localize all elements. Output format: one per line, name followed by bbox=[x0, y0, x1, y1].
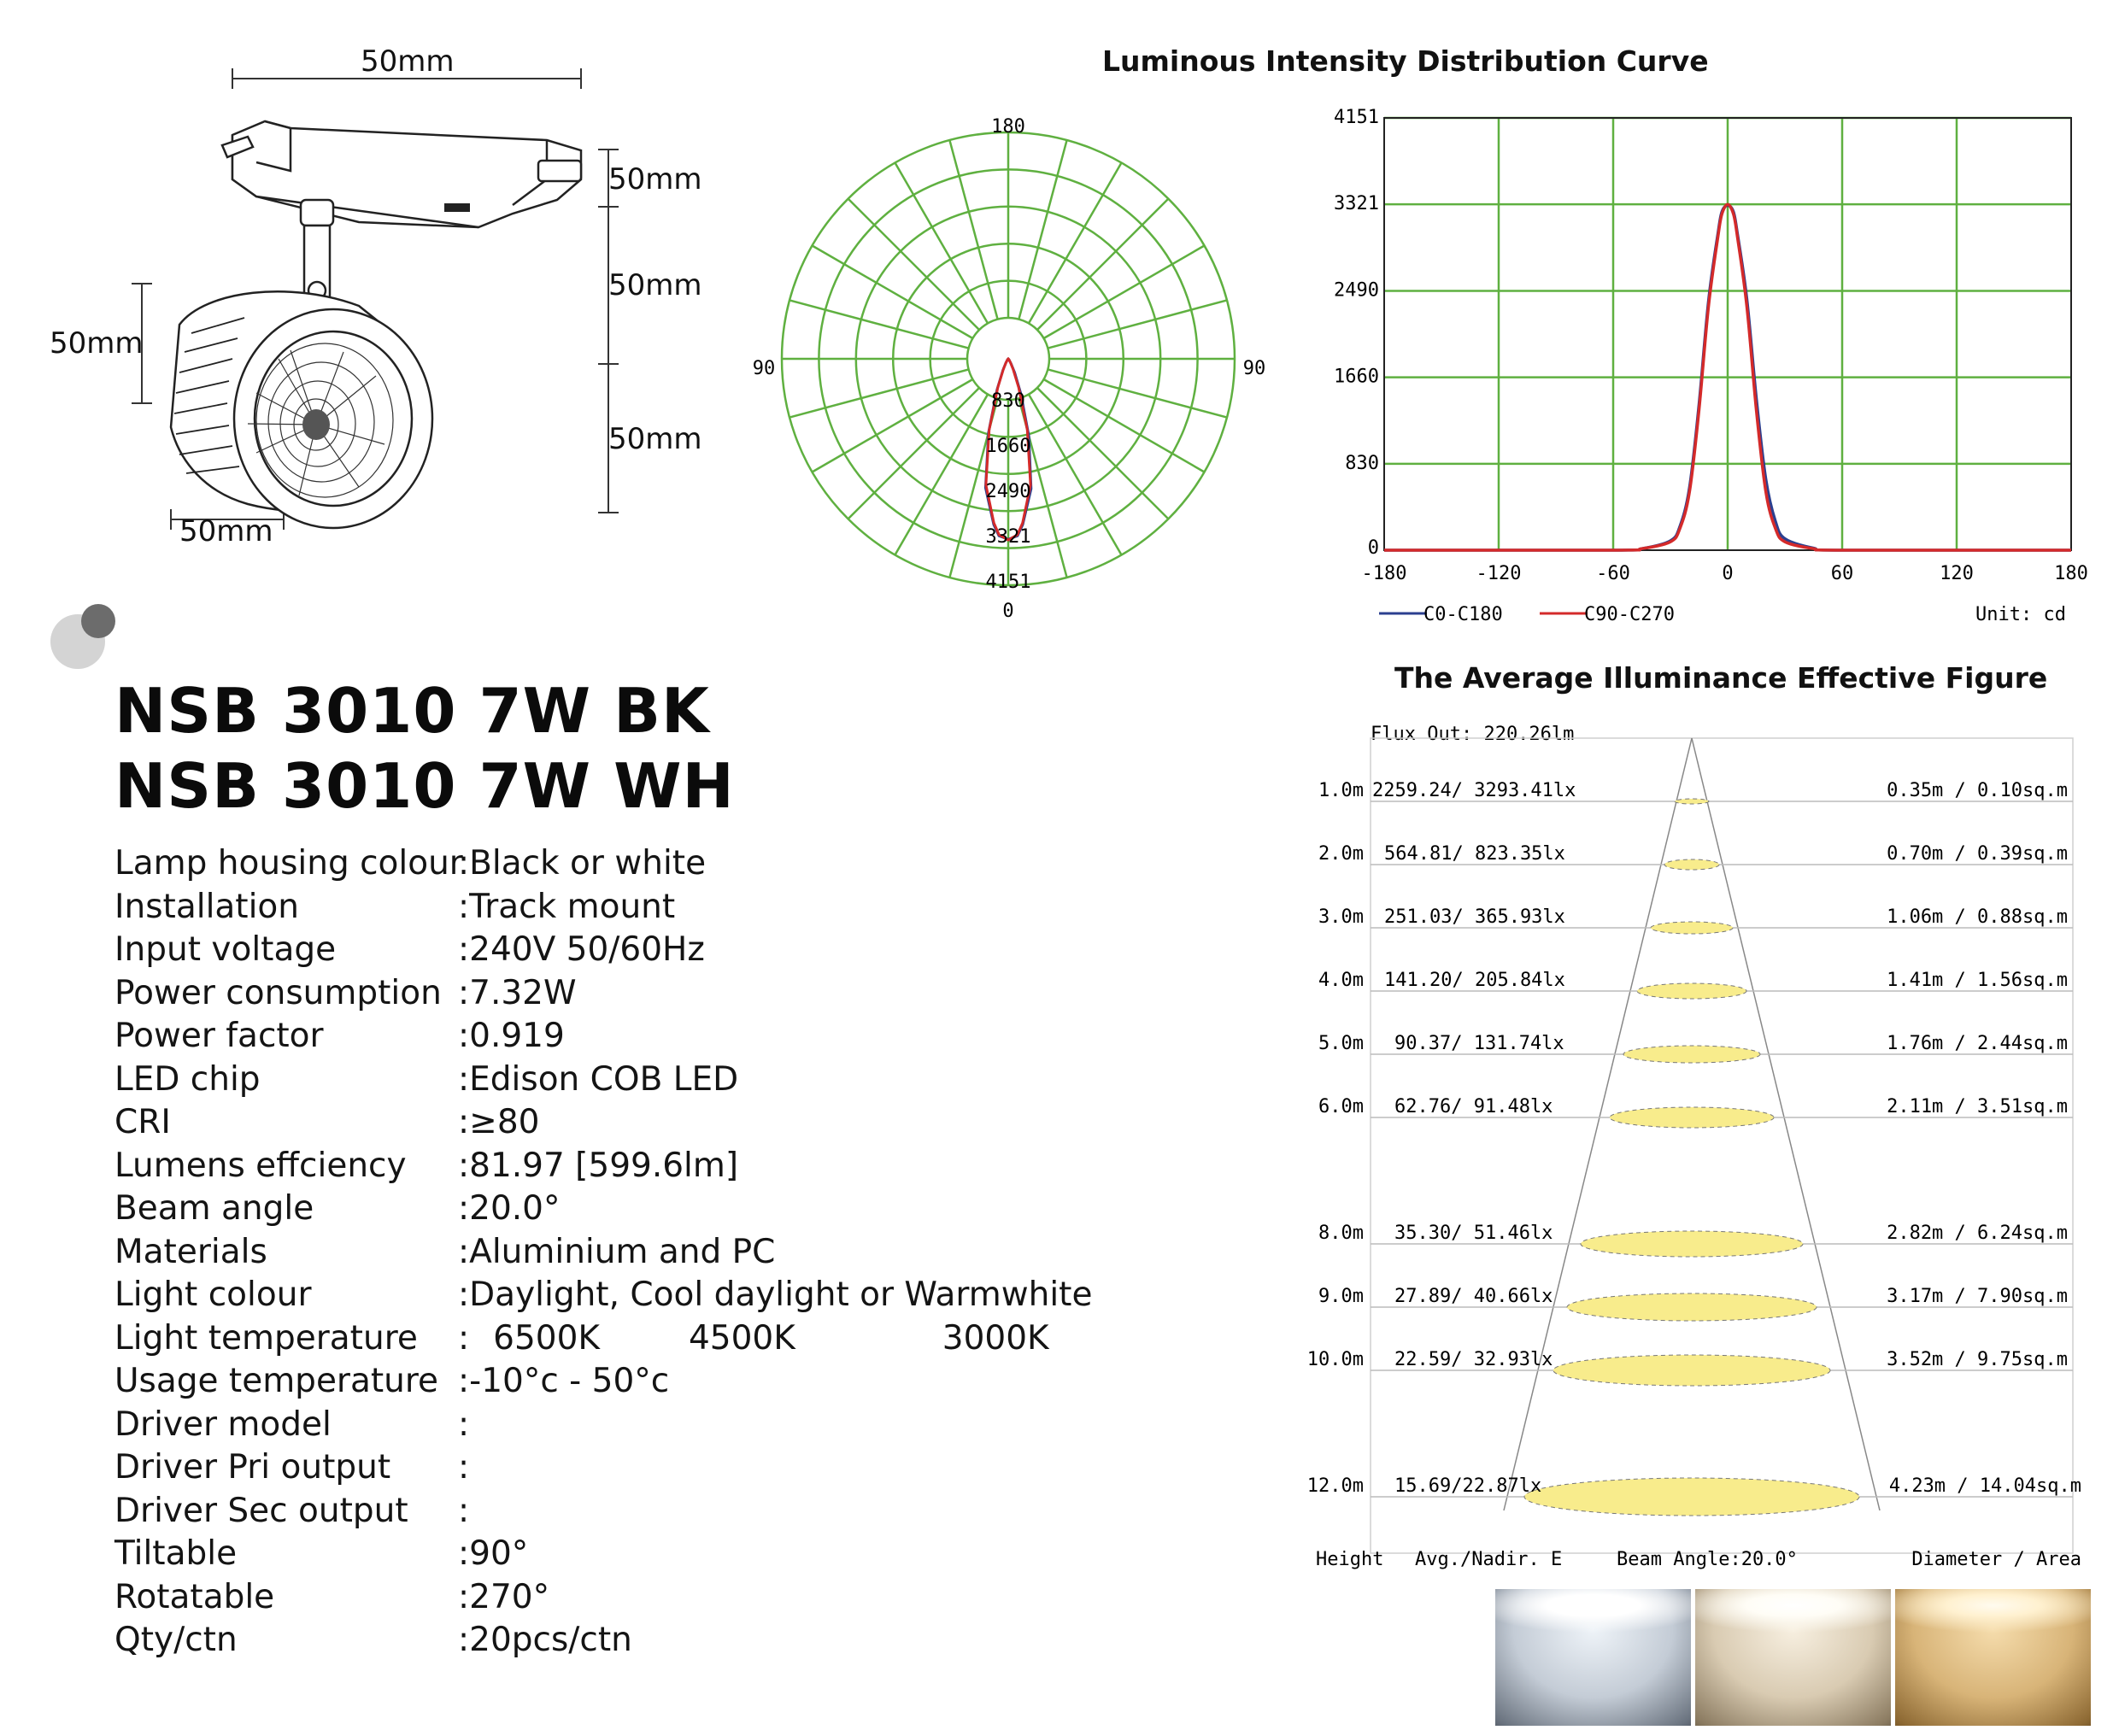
spec-value: :20.0° bbox=[458, 1189, 561, 1228]
illum-ellipse bbox=[1623, 1046, 1760, 1063]
illum-ellipse bbox=[1651, 922, 1733, 934]
polar-spoke bbox=[848, 388, 979, 519]
polar-top-label: 180 bbox=[991, 116, 1025, 138]
swatch-daylight bbox=[1495, 1589, 1691, 1726]
decor-circles bbox=[47, 602, 124, 679]
polar-ring-label: 3321 bbox=[985, 526, 1031, 548]
spec-value: :7.32W bbox=[458, 973, 577, 1012]
spec-label: Qty/ctn bbox=[114, 1621, 238, 1659]
illum-value: 15.69/22.87lx bbox=[1394, 1475, 1542, 1497]
illum-area: 1.41m / 1.56sq.m bbox=[1887, 970, 2068, 991]
illum-value: 27.89/ 40.66lx bbox=[1394, 1286, 1553, 1307]
illum-area: 2.82m / 6.24sq.m bbox=[1887, 1223, 2068, 1244]
illum-height: 6.0m bbox=[1318, 1096, 1364, 1117]
spec-value: : bbox=[458, 1405, 470, 1444]
product-drawing bbox=[34, 51, 718, 564]
y-tick-label: 3321 bbox=[1334, 193, 1379, 215]
illum-area: 3.17m / 7.90sq.m bbox=[1887, 1286, 2068, 1307]
dim-right-top: 50mm bbox=[608, 162, 702, 196]
spec-value: :81.97 [599.6lm] bbox=[458, 1146, 739, 1185]
x-tick-label: 60 bbox=[1830, 563, 1854, 584]
spec-value: :Edison COB LED bbox=[458, 1059, 739, 1099]
dim-bottom-width: 50mm bbox=[179, 514, 273, 548]
spec-label: Power consumption bbox=[114, 973, 442, 1012]
illum-value: 2259.24/ 3293.41lx bbox=[1372, 780, 1576, 801]
temp-6500: 6500K bbox=[493, 1318, 600, 1358]
illum-height: 1.0m bbox=[1318, 780, 1364, 801]
spec-label: Materials bbox=[114, 1232, 267, 1271]
spec-row bbox=[114, 1147, 1140, 1190]
spec-label: Lumens effciency bbox=[114, 1146, 407, 1185]
spec-value: :Aluminium and PC bbox=[458, 1232, 776, 1271]
polar-ring-label: 2490 bbox=[985, 481, 1031, 502]
spec-label: Light temperature bbox=[114, 1318, 418, 1358]
dim-right-bottom: 50mm bbox=[608, 422, 702, 456]
illum-row bbox=[1318, 1223, 2073, 1257]
y-tick-label: 0 bbox=[1367, 537, 1379, 559]
spec-label: LED chip bbox=[114, 1059, 261, 1099]
illum-area: 0.70m / 0.39sq.m bbox=[1887, 843, 2068, 865]
spec-row bbox=[114, 1492, 1140, 1535]
spec-row bbox=[114, 1319, 1140, 1363]
y-tick-label: 1660 bbox=[1334, 366, 1379, 388]
illum-height: 10.0m bbox=[1306, 1349, 1364, 1370]
spec-row bbox=[114, 1534, 1140, 1578]
spec-row bbox=[114, 1060, 1140, 1104]
polar-ring-label: 830 bbox=[991, 390, 1025, 412]
spec-row bbox=[114, 1103, 1140, 1147]
illum-value: 90.37/ 131.74lx bbox=[1394, 1033, 1564, 1054]
spec-value: : bbox=[458, 1491, 470, 1530]
illum-ellipse bbox=[1567, 1293, 1817, 1321]
spec-row bbox=[114, 1448, 1140, 1492]
spec-value: :90° bbox=[458, 1534, 529, 1573]
spec-row bbox=[114, 1362, 1140, 1405]
distribution-title: Luminous Intensity Distribution Curve bbox=[1102, 44, 1709, 78]
spec-table bbox=[114, 844, 1140, 1664]
illum-ellipse bbox=[1664, 859, 1719, 870]
x-tick-label: -180 bbox=[1361, 563, 1407, 584]
illuminance-figure bbox=[1282, 716, 2102, 1570]
polar-spoke bbox=[1018, 140, 1066, 320]
swatch-warmwhite bbox=[1895, 1589, 2091, 1726]
illum-value: 251.03/ 365.93lx bbox=[1384, 906, 1565, 928]
spec-label: Input voltage bbox=[114, 930, 337, 969]
model-name-bk: NSB 3010 7W BK bbox=[114, 675, 710, 747]
x-tick-label: 0 bbox=[1722, 563, 1734, 584]
illum-height: 12.0m bbox=[1306, 1475, 1364, 1497]
footer-diameter: Diameter / Area bbox=[1911, 1549, 2081, 1570]
spec-value: :270° bbox=[458, 1577, 550, 1616]
polar-chart bbox=[735, 103, 1282, 632]
illum-ellipse bbox=[1610, 1107, 1774, 1128]
illum-row bbox=[1318, 843, 2073, 870]
spec-label: Light colour bbox=[114, 1276, 312, 1314]
illum-row bbox=[1318, 1096, 2073, 1128]
footer-avg: Avg./Nadir. E bbox=[1415, 1549, 1563, 1570]
spec-value: :Track mount bbox=[458, 887, 676, 926]
spec-label: Power factor bbox=[114, 1017, 324, 1055]
spec-row bbox=[114, 1017, 1140, 1060]
polar-spoke bbox=[1048, 300, 1227, 348]
polar-spoke bbox=[848, 199, 979, 330]
spec-label: Driver model bbox=[114, 1405, 332, 1444]
illum-ellipse bbox=[1637, 983, 1746, 999]
y-tick-label: 2490 bbox=[1334, 279, 1379, 302]
footer-height: Height bbox=[1316, 1549, 1384, 1570]
unit-label: Unit: cd bbox=[1975, 604, 2066, 625]
polar-right-label: 90 bbox=[1242, 358, 1266, 379]
dim-top-width: 50mm bbox=[361, 44, 455, 79]
illum-area: 2.11m / 3.51sq.m bbox=[1887, 1096, 2068, 1117]
spec-value: :Daylight, Cool daylight or Warmwhite bbox=[458, 1276, 1093, 1314]
spec-label: Rotatable bbox=[114, 1577, 275, 1616]
illum-row bbox=[1307, 1475, 2081, 1516]
spec-label: CRI bbox=[114, 1103, 171, 1141]
polar-bottom-label: 0 bbox=[1002, 601, 1014, 622]
spec-row bbox=[114, 930, 1140, 974]
illum-ellipse bbox=[1581, 1231, 1803, 1257]
polar-spoke bbox=[1037, 199, 1168, 330]
footer-beam: Beam Angle:20.0° bbox=[1617, 1549, 1798, 1570]
spec-label: Installation bbox=[114, 887, 300, 926]
spec-row bbox=[114, 1578, 1140, 1622]
illum-height: 9.0m bbox=[1318, 1286, 1364, 1307]
spec-row bbox=[114, 1621, 1140, 1664]
spec-row bbox=[114, 844, 1140, 888]
illum-value: 141.20/ 205.84lx bbox=[1384, 970, 1565, 991]
legend-label-c90: C90-C270 bbox=[1584, 604, 1675, 625]
spec-value: :Black or white bbox=[458, 844, 707, 883]
illum-ellipse bbox=[1675, 799, 1709, 804]
illum-height: 8.0m bbox=[1318, 1223, 1364, 1244]
spec-row bbox=[114, 1189, 1140, 1233]
illum-height: 5.0m bbox=[1318, 1033, 1364, 1054]
x-tick-label: 180 bbox=[2054, 563, 2088, 584]
y-tick-label: 830 bbox=[1345, 452, 1379, 474]
dim-left-height: 50mm bbox=[50, 326, 144, 361]
spec-row bbox=[114, 1276, 1140, 1319]
cartesian-chart bbox=[1316, 108, 2102, 637]
polar-spoke bbox=[789, 300, 969, 348]
spec-row bbox=[114, 888, 1140, 931]
illum-height: 3.0m bbox=[1318, 906, 1364, 928]
dim-right-mid: 50mm bbox=[608, 268, 702, 302]
spec-row bbox=[114, 974, 1140, 1018]
illum-value: 22.59/ 32.93lx bbox=[1394, 1349, 1553, 1370]
spec-label: Driver Pri output bbox=[114, 1448, 391, 1487]
temp-3000: 3000K bbox=[942, 1318, 1049, 1358]
spec-label: Lamp housing colour bbox=[114, 844, 463, 883]
polar-ring-label: 4151 bbox=[985, 572, 1031, 593]
illum-area: 3.52m / 9.75sq.m bbox=[1887, 1349, 2068, 1370]
spec-value: :0.919 bbox=[458, 1017, 565, 1055]
spec-value: :≥80 bbox=[458, 1103, 540, 1141]
spec-value: :240V 50/60Hz bbox=[458, 930, 705, 969]
axis-ticks bbox=[1334, 108, 2088, 584]
spec-colon: : bbox=[458, 1318, 470, 1358]
illum-ellipse bbox=[1524, 1478, 1859, 1516]
polar-ring-label: 1660 bbox=[985, 436, 1031, 457]
illum-row bbox=[1318, 1033, 2073, 1063]
spec-value-temps bbox=[458, 1319, 1049, 1358]
illum-value: 62.76/ 91.48lx bbox=[1394, 1096, 1553, 1117]
illum-height: 4.0m bbox=[1318, 970, 1364, 991]
polar-spoke bbox=[789, 369, 969, 417]
illum-area: 0.35m / 0.10sq.m bbox=[1887, 780, 2068, 801]
swatch-cool-daylight bbox=[1695, 1589, 1891, 1726]
y-tick-label: 4151 bbox=[1334, 108, 1379, 128]
illum-row bbox=[1318, 906, 2073, 934]
spec-value: :20pcs/ctn bbox=[458, 1621, 632, 1659]
x-tick-label: 120 bbox=[1940, 563, 1974, 584]
illum-row bbox=[1318, 1286, 2073, 1321]
flux-out-label: Flux Out: 220.26lm bbox=[1371, 724, 1575, 745]
polar-left-label: 90 bbox=[752, 358, 776, 379]
illum-ellipse bbox=[1553, 1355, 1830, 1386]
spec-row bbox=[114, 1233, 1140, 1276]
cartesian-grid bbox=[1384, 118, 2071, 550]
model-name-wh: NSB 3010 7W WH bbox=[114, 750, 735, 822]
spec-value: :-10°c - 50°c bbox=[458, 1362, 670, 1400]
illum-height: 2.0m bbox=[1318, 843, 1364, 865]
illum-area: 1.06m / 0.88sq.m bbox=[1887, 906, 2068, 928]
illum-row bbox=[1318, 780, 2073, 804]
legend-label-c0: C0-C180 bbox=[1423, 604, 1503, 625]
spec-value: : bbox=[458, 1448, 470, 1487]
polar-spoke bbox=[1048, 369, 1227, 417]
polar-spoke bbox=[949, 140, 997, 320]
spec-label: Usage temperature bbox=[114, 1362, 439, 1400]
illum-area: 4.23m / 14.04sq.m bbox=[1888, 1475, 2081, 1497]
illuminance-title: The Average Illuminance Effective Figure bbox=[1394, 661, 2048, 695]
temp-4500: 4500K bbox=[688, 1318, 795, 1358]
illum-value: 35.30/ 51.46lx bbox=[1394, 1223, 1553, 1244]
x-tick-label: -60 bbox=[1596, 563, 1630, 584]
illum-value: 564.81/ 823.35lx bbox=[1384, 843, 1565, 865]
spec-row bbox=[114, 1405, 1140, 1449]
polar-spoke bbox=[1037, 388, 1168, 519]
spec-label: Beam angle bbox=[114, 1189, 314, 1228]
spec-label: Tiltable bbox=[114, 1534, 238, 1573]
illum-row bbox=[1318, 970, 2073, 999]
illum-area: 1.76m / 2.44sq.m bbox=[1887, 1033, 2068, 1054]
spec-label: Driver Sec output bbox=[114, 1491, 408, 1530]
illum-row bbox=[1307, 1349, 2073, 1386]
x-tick-label: -120 bbox=[1476, 563, 1522, 584]
